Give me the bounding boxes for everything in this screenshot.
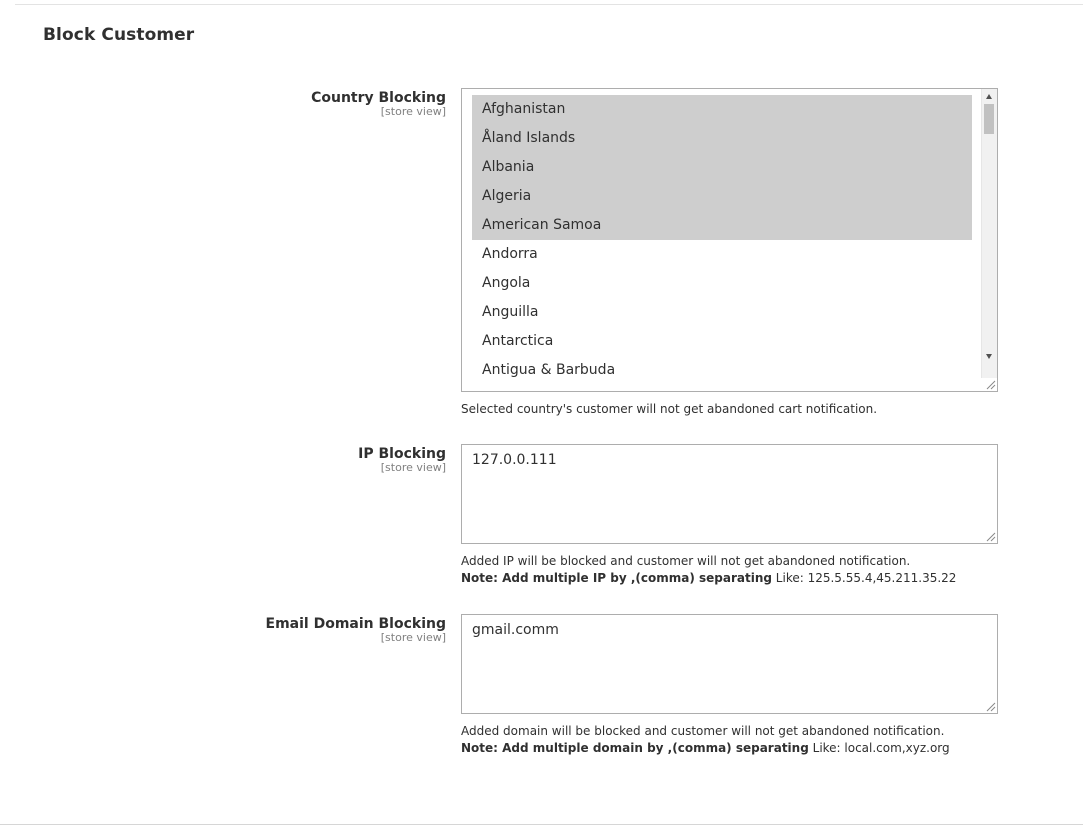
country-option[interactable]: Albania — [472, 153, 972, 182]
country-blocking-scope: [store view] — [380, 105, 446, 118]
country-option[interactable]: Andorra — [482, 246, 538, 262]
country-option[interactable]: Afghanistan — [472, 95, 972, 124]
email-domain-blocking-scope: [store view] — [380, 631, 446, 644]
ip-blocking-note-line1: Added IP will be blocked and customer will not get abandoned notification. — [461, 554, 911, 568]
multiselect-scrollbar[interactable] — [981, 89, 997, 378]
country-blocking-label: Country Blocking — [311, 90, 446, 106]
ip-blocking-note-bold: Note: Add multiple IP by ,(comma) separating — [461, 571, 772, 585]
ip-blocking-value: 127.0.0.111 — [472, 452, 557, 468]
section-title: Block Customer — [43, 25, 195, 45]
ip-blocking-scope: [store view] — [380, 461, 446, 474]
email-domain-blocking-value: gmail.comm — [472, 622, 559, 638]
country-option[interactable]: Angola — [482, 275, 531, 291]
email-domain-blocking-note-line2 — [461, 740, 950, 757]
email-domain-blocking-note-line1: Added domain will be blocked and customer will not get abandoned notification. — [461, 724, 945, 738]
ip-blocking-textarea[interactable] — [461, 444, 998, 544]
ip-blocking-label: IP Blocking — [358, 446, 446, 462]
email-domain-blocking-note-example: Like: local.com,xyz.org — [808, 741, 950, 755]
country-blocking-multiselect[interactable] — [461, 88, 998, 392]
resize-grip-icon[interactable] — [986, 532, 996, 542]
country-option[interactable]: Algeria — [472, 182, 972, 211]
email-domain-blocking-note-bold: Note: Add multiple domain by ,(comma) separating — [461, 741, 809, 755]
country-option[interactable]: Åland Islands — [472, 124, 972, 153]
country-options-list — [472, 95, 972, 385]
ip-blocking-note-example: Like: 125.5.55.4,45.211.35.22 — [771, 571, 957, 585]
country-option[interactable]: Antarctica — [482, 333, 554, 349]
email-domain-blocking-textarea[interactable] — [461, 614, 998, 714]
email-domain-blocking-note — [461, 723, 950, 757]
top-divider — [15, 4, 1083, 5]
bottom-divider — [0, 824, 1083, 825]
country-option[interactable]: Antigua & Barbuda — [482, 362, 616, 378]
ip-blocking-note — [461, 553, 956, 587]
ip-blocking-note-line2 — [461, 570, 956, 587]
arrow-up-icon[interactable] — [986, 94, 992, 99]
country-blocking-note: Selected country's customer will not get abandoned cart notification. — [461, 402, 878, 416]
country-option[interactable]: American Samoa — [472, 211, 972, 240]
arrow-down-icon[interactable] — [986, 354, 992, 359]
country-option[interactable]: Anguilla — [482, 304, 539, 320]
resize-grip-icon[interactable] — [986, 702, 996, 712]
resize-grip-icon[interactable] — [986, 380, 996, 390]
email-domain-blocking-label: Email Domain Blocking — [265, 616, 446, 632]
scrollbar-thumb[interactable] — [984, 104, 994, 134]
